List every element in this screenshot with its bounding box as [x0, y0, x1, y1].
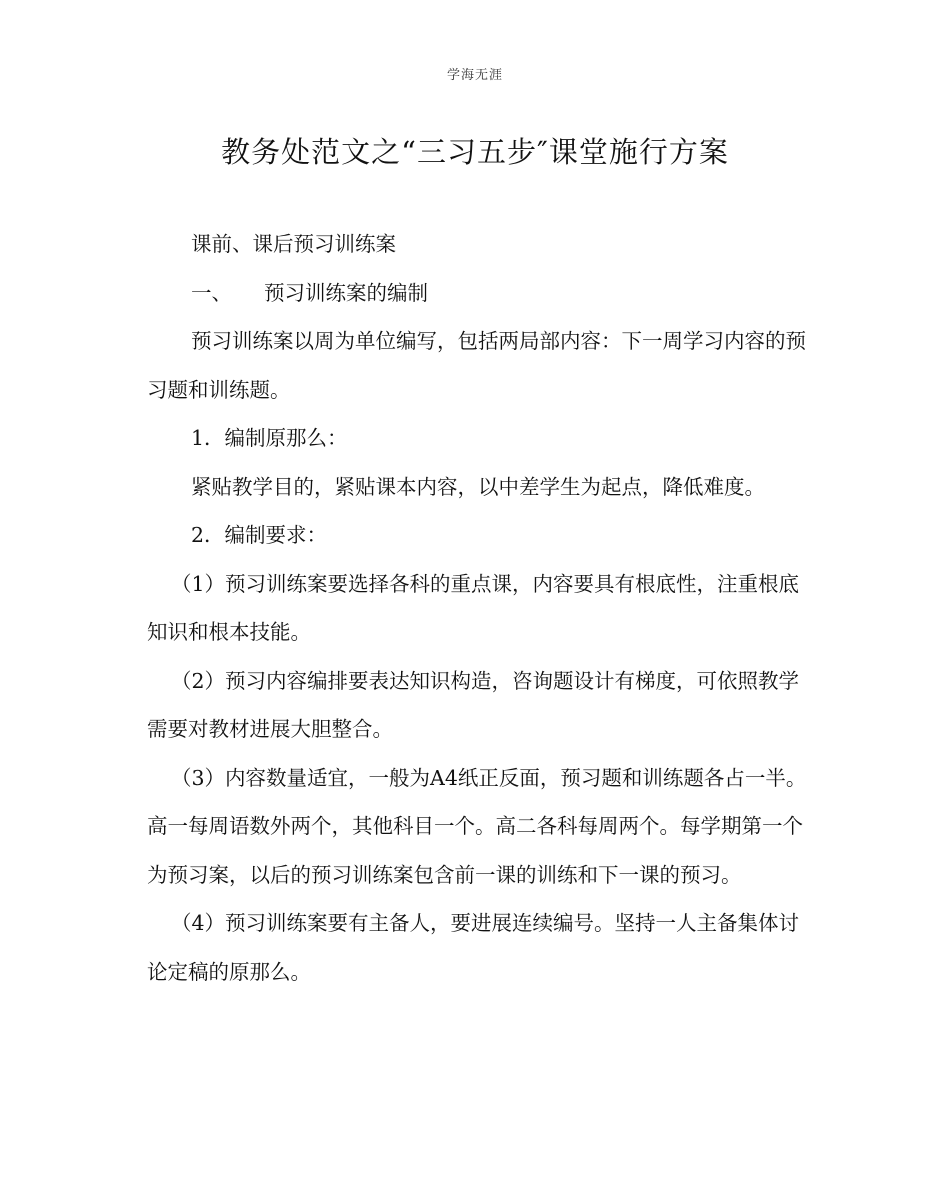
page-header: 学海无涯 [446, 68, 503, 83]
document-body [147, 220, 807, 996]
heading-1 [147, 269, 807, 318]
paragraph-intro: 预习训练案以周为单位编写，包括两局部内容：下一周学习内容的预习题和训练题。 [147, 329, 806, 402]
requirement-4: （4）预习训练案要有主备人，要进展连续编号。坚持一人主备集体讨论定稿的原那么。 [147, 911, 800, 984]
item-1-heading: 1．编制原那么： [191, 426, 348, 450]
heading-1-text: 预习训练案的编制 [264, 280, 428, 305]
requirement-1: （1）预习训练案要选择各科的重点课，内容要具有根底性，注重根底知识和根本技能。 [147, 571, 800, 644]
heading-1-number: 一、 [191, 280, 232, 305]
paragraph-principle: 紧贴教学目的，紧贴课本内容，以中差学生为起点，降低难度。 [191, 474, 765, 499]
document-title: 教务处范文之“三习五步″课堂施行方案 [221, 135, 729, 169]
requirement-3: （3）内容数量适宜，一般为A4纸正反面，预习题和训练题各占一半。高一每周语数外两个，其他科目一个。高二各科每周两个。每学期第一个为预习案，以后的预习训练案包含前一课的训练和下一课的预习。 [147, 765, 807, 887]
item-2-heading: 2．编制要求： [191, 523, 328, 547]
requirement-2: （2）预习内容编排要表达知识构造，咨询题设计有梯度，可依照教学需要对教材进展大胆整合。 [147, 668, 800, 741]
section-label: 课前、课后预习训练案 [191, 232, 396, 256]
